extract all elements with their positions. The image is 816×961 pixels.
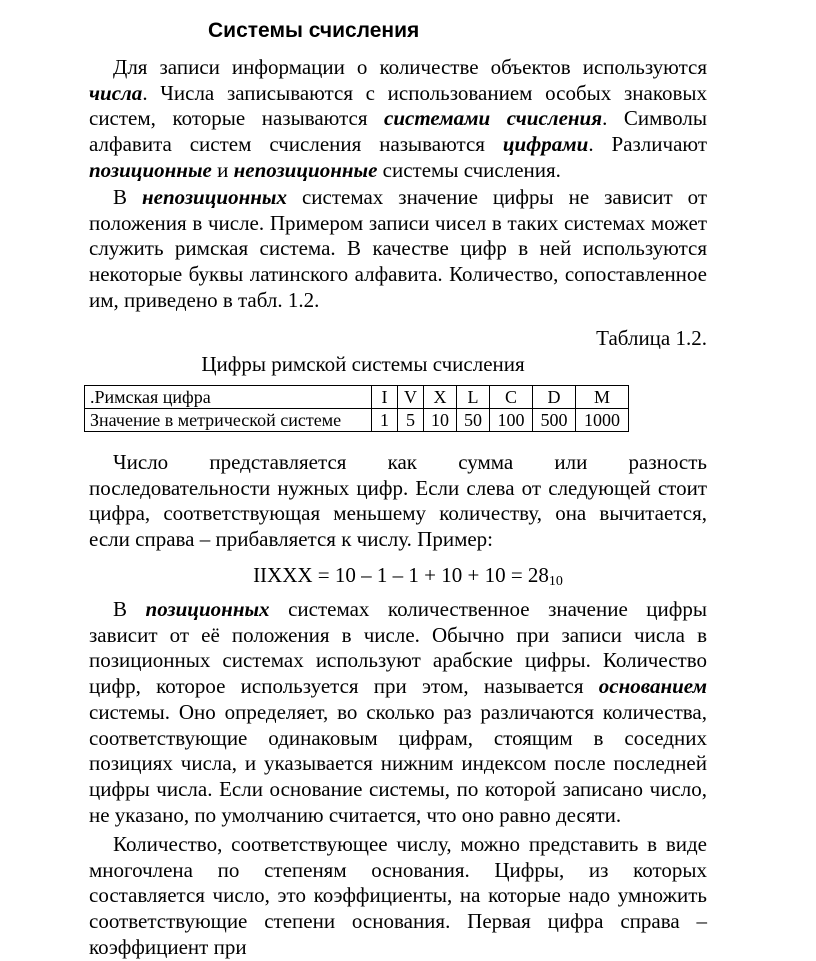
table-caption: Цифры римской системы счисления [201,352,525,376]
paragraph-example-intro: Число представляется как сумма или разность последовательности нужных цифр. Если слева от следующей стоит цифра, соответствующая меньшему количеству, она вычитается, если справа – прибавляется к числу. Пример: [89,450,707,552]
table-cell: C [490,386,533,409]
table-row [85,409,629,432]
paragraph-nonpositional: В непозиционных системах значение цифры не зависит от положения в числе. Примером записи чисел в таких системах может служить римская система. В качестве цифр в ней используются некоторые буквы латинского алфавита. Количество, сопоставленное им, приведено в табл. 1.2. [89,185,707,312]
table-cell: .Римская цифра [85,386,372,409]
table-row [85,386,629,409]
formula-base: 10 [548,574,563,589]
table-cell: 1000 [576,409,629,432]
table-cell: M [576,386,629,409]
page-title: Системы счисления [208,19,420,42]
table-cell: 5 [398,409,424,432]
table-cell: X [424,386,457,409]
table-cell: I [372,386,398,409]
table-cell: L [457,386,490,409]
term-digits: цифрами [502,132,589,157]
term-number-systems: системами счисления [384,106,603,131]
table-cell: 500 [533,409,576,432]
paragraph-positional: В позиционных системах количественное значение цифры зависит от её положения в числе. Обычно при записи числа в позиционных системах используют арабские цифры. Количество цифр, которое используется при этом, называется основанием системы. Оно определяет, во сколько раз различаются количества, соответствующие одинаковым цифрам, стоящим в соседних позициях числа, и указывается нижним индексом после последней цифры числа. Если основание системы, по которой записано число, не указано, по умолчанию считается, что оно равно десяти. [89,597,707,827]
roman-digits-table [84,385,629,432]
paragraph-polynomial: Количество, соответствующее числу, можно представить в виде многочлена по степеням основания. Цифры, из которых составляется число, это коэффициенты, на которые надо умножить соответствующие степени основания. Первая цифра справа – коэффициент при [89,832,707,959]
table-cell: 50 [457,409,490,432]
paragraph-intro: Для записи информации о количестве объектов используются числа. Числа записываются с использованием особых знаковых систем, которые называются системами счисления. Символы алфавита систем счисления называются цифрами. Различают позиционные и непозиционные системы счисления. [89,55,707,182]
table-cell: Значение в метрической системе [85,409,372,432]
table-label: Таблица 1.2. [596,326,707,350]
table-cell: V [398,386,424,409]
example-formula: IIXXX = $10 - 1 - 1 + 10 + 10 = 28_{10}$ [253,563,563,589]
term-nonpositional-2: непозиционных [141,185,287,209]
term-positional: позиционные [89,157,212,182]
term-numbers: числа [89,80,143,105]
term-positional-2: позиционных [145,597,270,621]
table-cell: 10 [424,409,457,432]
table-cell: 100 [490,409,533,432]
table-cell: D [533,386,576,409]
table-cell: 1 [372,409,398,432]
term-nonpositional: непозиционные [233,157,378,182]
term-base: основанием [598,674,707,699]
